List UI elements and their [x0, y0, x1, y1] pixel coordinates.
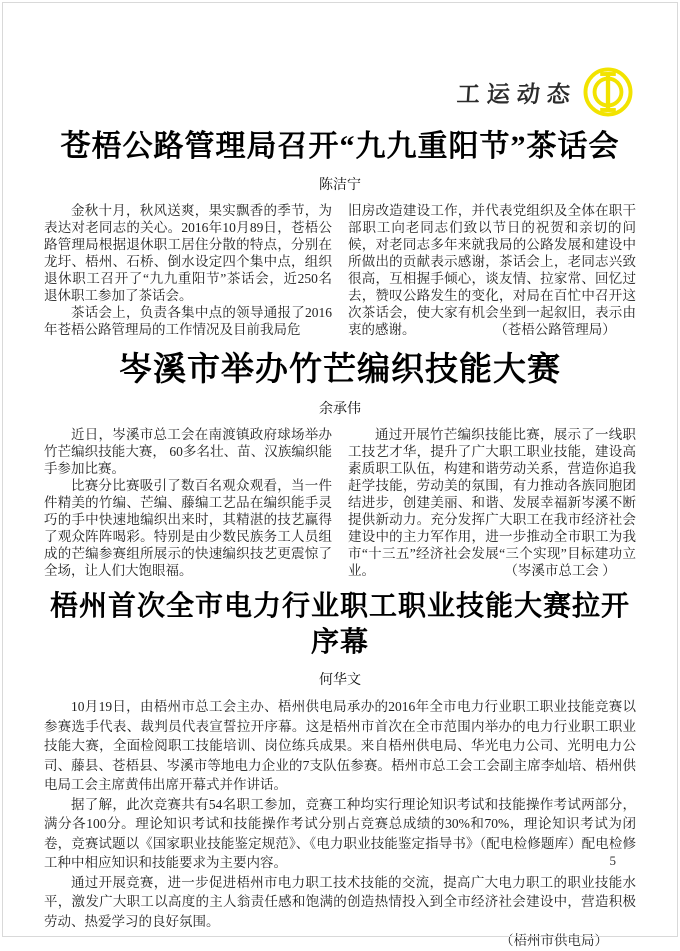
paragraph: 近日，岑溪市总工会在南渡镇政府球场举办竹芒编织技能大赛， 60多名壮、苗、汉族编织能手参加比赛。	[44, 427, 332, 476]
masthead	[44, 64, 636, 120]
article-1-author: 陈洁宁	[319, 178, 361, 193]
article-3	[44, 589, 636, 951]
paragraph	[348, 426, 636, 579]
paragraph	[348, 202, 636, 338]
article-1	[44, 128, 636, 338]
article-1-left-column	[44, 202, 332, 338]
paragraph: 茶话会上，负责各集中点的领导通报了2016年苍梧公路管理局的工作情况及目前我局危	[44, 305, 332, 337]
paragraph-text: 通过开展竹芒编织技能比赛，展示了一线职工技艺才华，提升了广大职工职业技能，建设高素质职工队伍，构建和谐劳动关系，营造你追我赶学技能，劳动美的氛围，有力推动各族同胞团结进步，创建美丽、和谐、发展幸福新岑溪不断提供新动力。充分发挥广大职工在我市经济社会建设中的主力军作用，进一步推动全市职工为我市“十三五”经济社会发展“三个实现”目标建功立业。	[348, 427, 636, 578]
article-1-title: 苍梧公路管理局召开“九九重阳节”茶话会	[60, 130, 620, 163]
article-3-author: 何华文	[319, 673, 361, 688]
paragraph-text: 旧房改造建设工作，并代表党组织及全体在职干部职工向老同志们致以节日的祝贺和亲切的问候，对老同志多年来就我局的公路发展和建设中所做出的贡献表示感谢，茶话会上，老同志兴致很高，互相握手倾心，谈友情、拉家常、回忆过去，赞叹公路发生的变化，对局在百忙中召开这次茶话会，使大家有机会坐到一起叙旧，表示由衷的感谢。	[348, 203, 636, 337]
article-3-title: 梧州首次全市电力行业职工职业技能大赛拉开序幕	[49, 591, 630, 658]
article-2-right-column	[348, 426, 636, 579]
trade-union-logo-icon	[582, 66, 634, 118]
masthead-title: 工运动态	[455, 81, 578, 107]
article-2-attribution: （岑溪市总工会 ）	[504, 563, 616, 578]
article-2-body	[44, 426, 636, 579]
article-1-attribution: （苍梧公路管理局）	[494, 322, 616, 337]
article-2-left-column	[44, 426, 332, 579]
article-3-attribution: （梧州市供电局）	[500, 933, 608, 948]
article-2-title: 岑溪市举办竹芒编织技能大赛	[119, 352, 561, 388]
page-number: 5	[609, 853, 616, 868]
article-2	[44, 350, 636, 579]
article-2-author: 余承伟	[319, 402, 361, 417]
paragraph: 金秋十月，秋风送爽，果实飘香的季节，为表达对老同志的关心。2016年10月89日，苍梧公路管理局根据退休职工居住分散的特点，分别在龙圩、梧州、石桥、倒水设定四个集中点，组织退休职工召开了“九九重阳节”茶话会，近250名退休职工参加了茶话会。	[44, 203, 332, 303]
article-1-right-column	[348, 202, 636, 338]
article-1-body	[44, 202, 636, 338]
paragraph: 10月19日，由梧州市总工会主办、梧州供电局承办的2016年全市电力行业职工职业技能竞赛以参赛选手代表、裁判员代表宣誓拉开序幕。这是梧州市首次在全市范围内举办的电力行业职工职业技能大赛，全面检阅职工技能培训、岗位练兵成果。来自梧州供电局、华光电力公司、光明电力公司、藤县、苍梧县、岑溪市等地电力企业的7支队伍参赛。梧州市总工会工会副主席李灿培、梧州供电局工会主席黄伟出席开幕式并作讲话。	[44, 699, 636, 792]
paragraph: 据了解，此次竞赛共有54名职工参加，竞赛工种均实行理论知识考试和技能操作考试两部分，满分各100分。理论知识考试和技能操作考试分别占竞赛总成绩的30%和70%，理论知识考试为闭卷，竞赛试题以《国家职业技能鉴定规范》、《电力职业技能鉴定指导书》（配电检修题库）配电检修工种中相应知识和技能要求为主要内容。	[44, 796, 636, 870]
paragraph: 比赛分比赛吸引了数百名观众观看，当一件件精美的竹编、芒编、藤编工艺品在编织能手灵巧的手中快速地编织出来时，其精湛的技艺赢得了观众阵阵喝彩。特别是由少数民族务工人员组成的芒编参赛组所展示的快速编织技艺更震惊了全场，让人们大饱眼福。	[44, 478, 332, 578]
paragraph: 通过开展竞赛，进一步促进梧州市电力职工技术技能的交流，提高广大电力职工的职业技能水平，激发广大职工以高度的主人翁责任感和饱满的创造热情投入到全市经济社会建设中，营造积极劳动、热爱学习的良好氛围。	[44, 874, 636, 929]
